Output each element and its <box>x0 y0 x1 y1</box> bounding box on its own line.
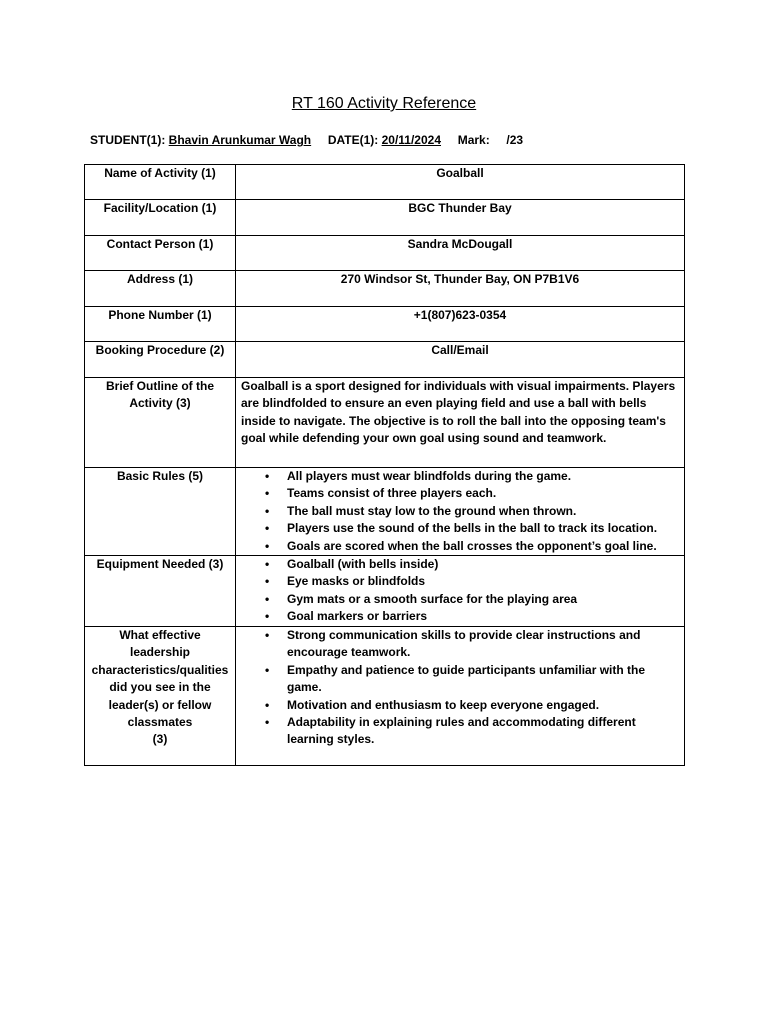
date-label: DATE(1): <box>327 133 379 147</box>
table-row <box>85 627 685 766</box>
leadership-label-line: What effective <box>119 628 201 643</box>
list-item: • Teams consist of three players each. <box>287 485 679 502</box>
table-row <box>85 378 685 468</box>
contact-label: Contact Person (1) <box>85 236 236 271</box>
list-item: • All players must wear blindfolds during the game. <box>287 468 679 485</box>
rules-list <box>241 468 679 555</box>
activity-name-value: Goalball <box>236 165 685 200</box>
activity-name-label: Name of Activity (1) <box>85 165 236 200</box>
leadership-label-line: leader(s) or fellow <box>108 697 212 712</box>
leadership-label-line: characteristics/qualities <box>91 662 229 677</box>
list-item: • Players use the sound of the bells in the ball to track its location. <box>287 520 679 537</box>
list-item: • Gym mats or a smooth surface for the playing area <box>287 591 679 608</box>
leadership-label-line: did you see in the <box>109 680 211 695</box>
list-item: • Eye masks or blindfolds <box>287 573 679 590</box>
outline-text: Goalball is a sport designed for individuals with visual impairments. Players are blindfolded to ensure an even playing field and use a ball with bells inside to navigate. The objective is to roll the ball into the opposing team's goal while defending your own goal using sound and teamwork. <box>236 378 685 468</box>
leadership-label <box>85 627 236 766</box>
list-item: • Empathy and patience to guide participants unfamiliar with the game. <box>287 662 679 697</box>
table-row <box>85 342 685 378</box>
mark-label: Mark: <box>457 133 490 147</box>
rules-label: Basic Rules (5) <box>85 468 236 556</box>
contact-value: Sandra McDougall <box>236 236 685 271</box>
leadership-list <box>241 627 679 749</box>
document-title: RT 160 Activity Reference <box>291 95 477 112</box>
outline-label-line: Activity (3) <box>129 396 191 411</box>
table-row <box>85 468 685 556</box>
list-item: • Adaptability in explaining rules and accommodating different learning styles. <box>287 714 679 749</box>
equipment-list <box>241 556 679 626</box>
booking-label: Booking Procedure (2) <box>85 342 236 378</box>
leadership-cell <box>236 627 685 766</box>
table-row <box>85 165 685 200</box>
phone-label: Phone Number (1) <box>85 307 236 342</box>
date-value: 20/11/2024 <box>381 133 442 147</box>
outline-label-line: Brief Outline of the <box>106 379 214 393</box>
list-item: • The ball must stay low to the ground when thrown. <box>287 503 679 520</box>
leadership-label-line: classmates <box>127 715 193 730</box>
student-name: Bhavin Arunkumar Wagh <box>168 133 312 147</box>
equipment-label: Equipment Needed (3) <box>85 556 236 627</box>
facility-value: BGC Thunder Bay <box>236 200 685 236</box>
table-row <box>85 307 685 342</box>
rules-cell <box>236 468 685 556</box>
list-item: • Motivation and enthusiasm to keep everyone engaged. <box>287 697 679 714</box>
outline-label <box>85 378 236 468</box>
leadership-label-line: leadership <box>129 645 191 660</box>
phone-value: +1(807)623-0354 <box>236 307 685 342</box>
list-item: • Goal markers or barriers <box>287 608 679 625</box>
table-row <box>85 236 685 271</box>
leadership-label-line: (3) <box>152 732 168 747</box>
list-item: • Strong communication skills to provide clear instructions and encourage teamwork. <box>287 627 679 662</box>
address-value: 270 Windsor St, Thunder Bay, ON P7B1V6 <box>236 271 685 307</box>
list-item: • Goalball (with bells inside) <box>287 556 679 573</box>
student-info-line <box>90 133 523 147</box>
booking-value: Call/Email <box>236 342 685 378</box>
table-row <box>85 556 685 627</box>
activity-table <box>84 164 685 766</box>
mark-value: /23 <box>506 133 524 147</box>
list-item: • Goals are scored when the ball crosses the opponent’s goal line. <box>287 538 679 555</box>
address-label: Address (1) <box>85 271 236 307</box>
equipment-cell <box>236 556 685 627</box>
facility-label: Facility/Location (1) <box>85 200 236 236</box>
student-label: STUDENT(1): <box>90 133 166 147</box>
table-row <box>85 200 685 236</box>
table-row <box>85 271 685 307</box>
